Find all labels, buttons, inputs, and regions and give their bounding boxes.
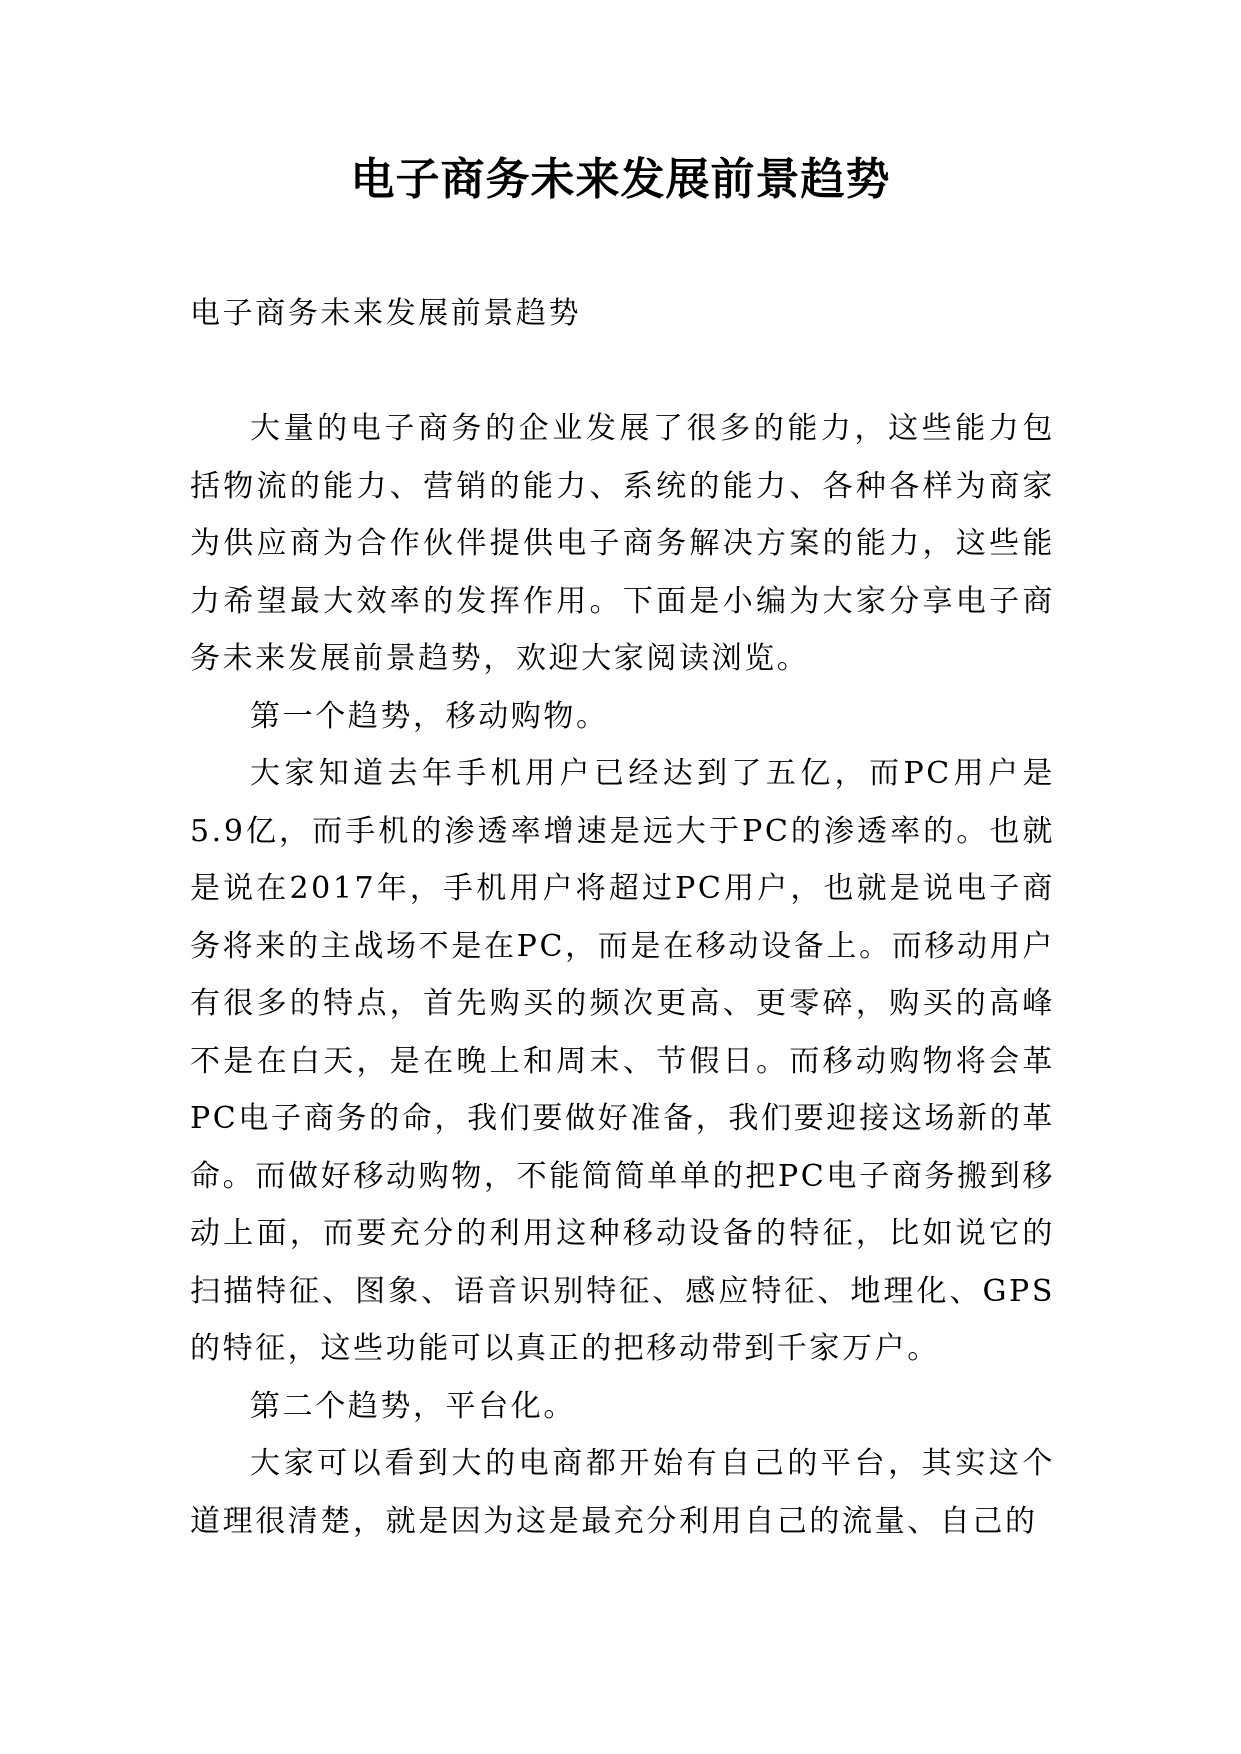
document-title: 电子商务未来发展前景趋势 <box>350 154 891 205</box>
paragraph-trend-1-heading: 第一个趋势，移动购物。 <box>250 698 609 734</box>
paragraph-trend-2-body: 大家可以看到大的电商都开始有自己的平台，其实这个道理很清楚，就是因为这是最充分利用自己的流量、自己的 <box>190 1446 1055 1539</box>
paragraph-intro: 大量的电子商务的企业发展了很多的能力，这些能力包括物流的能力、营销的能力、系统的能力、各种各样为商家为供应商为合作伙伴提供电子商务解决方案的能力，这些能力希望最大效率的发挥作用。下面是小编为大家分享电子商务未来发展前景趋势，欢迎大家阅读浏览。 <box>190 411 1055 676</box>
paragraph-trend-2-heading: 第二个趋势，平台化。 <box>250 1388 576 1424</box>
paragraph-trend-1-body: 大家知道去年手机用户已经达到了五亿，而PC用户是5.9亿，而手机的渗透率增速是远大于PC的渗透率的。也就是说在2017年，手机用户将超过PC用户，也就是说电子商务将来的主战场不是在PC，而是在移动设备上。而移动用户有很多的特点，首先购买的频次更高、更零碎，购买的高峰不是在白天，是在晚上和周末、节假日。而移动购物将会革PC电子商务的命，我们要做好准备，我们要迎接这场新的革命。而做好移动购物，不能简简单单的把PC电子商务搬到移动上面，而要充分的利用这种移动设备的特征，比如说它的扫描特征、图象、语音识别特征、感应特征、地理化、GPS的特征，这些功能可以真正的把移动带到千家万户。 <box>190 756 1055 1366</box>
document-subtitle: 电子商务未来发展前景趋势 <box>190 296 582 331</box>
document-body <box>190 285 1055 1550</box>
